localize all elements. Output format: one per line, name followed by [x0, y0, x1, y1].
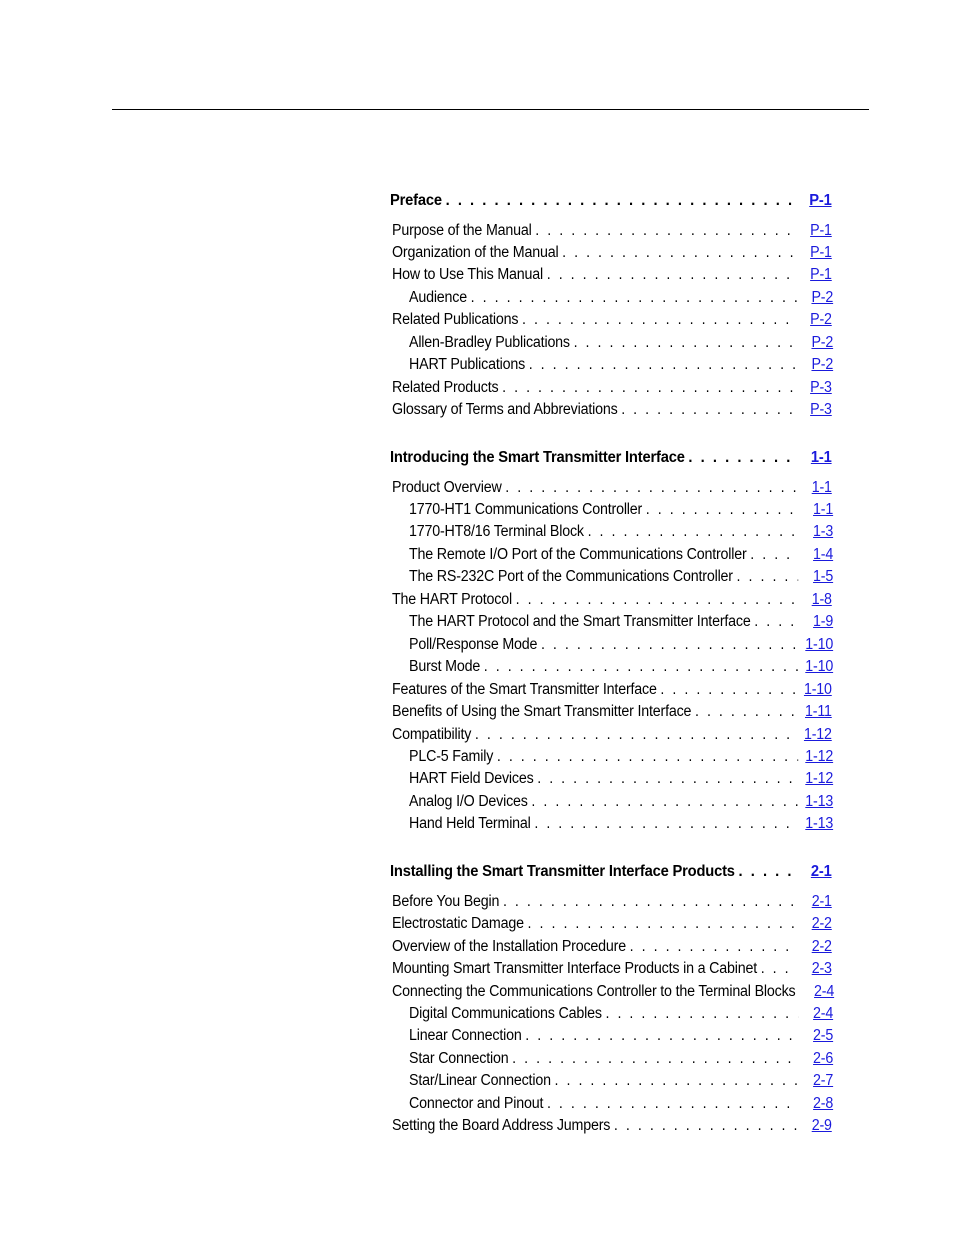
toc-page-link[interactable]: 1-11 [805, 703, 832, 721]
dot-leader [535, 221, 796, 241]
toc-entry-title: Analog I/O Devices [409, 792, 528, 810]
toc-entry-title: 1770-HT8/16 Terminal Block [409, 523, 584, 541]
toc-entry-title: How to Use This Manual [392, 266, 544, 284]
dot-leader [588, 522, 799, 542]
toc-entry [392, 400, 832, 420]
dot-leader [562, 243, 797, 263]
toc-page-link[interactable]: 2-7 [813, 1072, 834, 1090]
toc-entry [409, 814, 833, 834]
toc-entry-title: Burst Mode [409, 658, 481, 676]
toc-page-link[interactable]: 2-9 [811, 1117, 832, 1135]
toc-entry-title: HART Field Devices [409, 770, 534, 788]
dot-leader [574, 333, 799, 353]
dot-leader [605, 1004, 798, 1024]
dot-leader [475, 725, 797, 745]
toc-page-link[interactable]: 2-5 [813, 1027, 834, 1045]
toc-entry-title: Connector and Pinout [409, 1094, 544, 1112]
toc-entry [409, 657, 833, 677]
toc-page-link[interactable]: 2-1 [811, 892, 832, 910]
toc-entry-title: Hand Held Terminal [409, 815, 531, 833]
toc-page-link[interactable]: P-2 [811, 333, 834, 351]
toc-entry [409, 792, 833, 812]
toc-entry [392, 265, 832, 285]
toc-page-link[interactable]: 1-12 [805, 747, 834, 765]
dot-leader [761, 959, 797, 979]
toc-page-link[interactable]: P-2 [811, 356, 834, 374]
toc-page-link[interactable]: 1-4 [813, 545, 834, 563]
dot-leader [512, 1049, 798, 1069]
toc-entry [409, 500, 833, 520]
toc-entry-title: Glossary of Terms and Abbreviations [392, 401, 618, 419]
dot-leader [471, 288, 798, 308]
toc-entry-title: Product Overview [392, 478, 502, 496]
dot-leader [630, 937, 797, 957]
toc-page-link[interactable]: 2-8 [813, 1094, 834, 1112]
toc-entry [409, 567, 833, 587]
toc-entry-title: Installing the Smart Transmitter Interface Products [390, 863, 735, 881]
dot-leader [528, 914, 797, 934]
dot-leader [446, 191, 797, 211]
toc-page-link[interactable]: P-1 [810, 243, 832, 261]
dot-leader [534, 814, 798, 834]
toc-page-link[interactable]: P-1 [810, 266, 832, 284]
toc-entry-title: The HART Protocol [392, 590, 512, 608]
toc-entry-title: HART Publications [409, 356, 526, 374]
toc-entry [392, 702, 832, 722]
toc-entry-title: Connecting the Communications Controller to the Terminal Blocks [392, 982, 796, 1000]
toc-page-link[interactable]: 1-12 [803, 725, 832, 743]
dot-leader [555, 1071, 799, 1091]
toc-entry-title: Audience [409, 288, 468, 306]
dot-leader [754, 612, 798, 632]
toc-chapter [390, 191, 832, 211]
toc-page-link[interactable]: 2-1 [810, 863, 832, 881]
dot-leader [695, 702, 797, 722]
dot-leader [516, 590, 797, 610]
toc-entry [392, 378, 832, 398]
toc-page-link[interactable]: 2-6 [813, 1049, 834, 1067]
toc-page-link[interactable]: 1-10 [803, 680, 832, 698]
toc-page-link[interactable]: 1-8 [811, 590, 832, 608]
dot-leader [750, 545, 798, 565]
toc-entry-title: Digital Communications Cables [409, 1005, 602, 1022]
toc-entry-title: Related Publications [392, 311, 519, 329]
header-rule [112, 109, 869, 110]
dot-leader [547, 265, 797, 285]
toc-entry-title: Introducing the Smart Transmitter Interface [390, 449, 685, 467]
toc-entry-title: The RS-232C Port of the Communications Controller [409, 568, 733, 586]
dot-leader [541, 635, 798, 655]
dot-leader [646, 500, 798, 520]
toc-entry-title: Features of the Smart Transmitter Interface [392, 680, 657, 698]
toc-entry [392, 478, 832, 498]
toc-page-link[interactable]: P-1 [809, 192, 832, 209]
dot-leader [531, 792, 798, 812]
toc-entry [392, 725, 832, 745]
dot-leader [529, 355, 798, 375]
toc-page-link[interactable]: 1-13 [805, 792, 834, 810]
toc-entry [409, 769, 833, 789]
dot-leader [503, 892, 797, 912]
dot-leader [660, 680, 796, 700]
toc-entry [392, 892, 832, 912]
toc-page-link[interactable]: 1-1 [811, 478, 832, 496]
toc-entry-title: The HART Protocol and the Smart Transmitter Interface [409, 613, 751, 631]
toc-entry-title: 1770-HT1 Communications Controller [409, 501, 643, 518]
toc-page-link[interactable]: 1-5 [813, 568, 834, 586]
dot-leader [738, 862, 796, 882]
toc-entry-title: The Remote I/O Port of the Communications Controller [409, 545, 747, 563]
toc-entry-title: Linear Connection [409, 1027, 522, 1045]
toc-entry-title: Electrostatic Damage [392, 915, 524, 933]
dot-leader [688, 448, 796, 468]
toc-entry [409, 522, 833, 542]
toc-chapter [390, 862, 832, 882]
dot-leader [497, 747, 798, 767]
toc-entry-title: Mounting Smart Transmitter Interface Products in a Cabinet [392, 960, 758, 978]
toc-page-link[interactable]: P-2 [811, 288, 834, 306]
dot-leader [484, 657, 798, 677]
toc-entry [392, 959, 832, 979]
toc-entry [392, 310, 832, 330]
toc-page-link[interactable]: 1-12 [805, 770, 834, 788]
toc-entry-title: Organization of the Manual [392, 243, 559, 261]
toc-entry [409, 1071, 833, 1091]
toc-entry-title: Purpose of the Manual [392, 221, 532, 239]
toc-page-link[interactable]: P-1 [810, 221, 832, 239]
toc-entry-title: Compatibility [392, 725, 472, 743]
toc-entry-title: Preface [390, 192, 442, 209]
toc-entry [392, 1116, 832, 1136]
toc-entry [409, 747, 833, 767]
toc-entry [392, 982, 835, 1002]
toc-entry [409, 635, 833, 655]
dot-leader [522, 310, 797, 330]
toc-entry [409, 1094, 833, 1114]
toc-page-link[interactable]: 2-4 [814, 982, 835, 1000]
toc-entry-title: Before You Begin [392, 892, 500, 910]
dot-leader [525, 1026, 798, 1046]
toc-page-link[interactable]: 1-13 [805, 815, 834, 833]
dot-leader [502, 378, 797, 398]
dot-leader [614, 1116, 797, 1136]
toc-entry-title: Star Connection [409, 1049, 509, 1067]
toc-page-link[interactable]: P-2 [810, 311, 832, 329]
toc-page-link[interactable]: P-3 [810, 401, 832, 419]
toc-entry [409, 288, 833, 308]
toc-chapter [390, 448, 832, 468]
toc-entry [392, 221, 832, 241]
toc-entry-title: Star/Linear Connection [409, 1072, 551, 1090]
toc-page-link[interactable]: 1-10 [805, 635, 834, 653]
toc-page-link[interactable]: 1-9 [813, 613, 834, 631]
toc-page-link[interactable]: 2-2 [811, 915, 832, 933]
toc-page-link[interactable]: P-3 [810, 378, 832, 396]
toc-entry-title: Benefits of Using the Smart Transmitter Interface [392, 703, 692, 721]
dot-leader [547, 1094, 798, 1114]
toc-page-link[interactable]: 1-1 [813, 501, 834, 518]
toc-page-link[interactable]: 1-10 [805, 658, 834, 676]
toc-entry-title: Related Products [392, 378, 499, 396]
toc-page-link[interactable]: 1-1 [810, 449, 832, 467]
toc-entry [409, 612, 833, 632]
toc-entry [409, 1004, 833, 1024]
toc-entry-title: PLC-5 Family [409, 747, 494, 765]
toc-entry-title: Setting the Board Address Jumpers [392, 1117, 611, 1135]
toc-page-link[interactable]: 2-3 [811, 960, 832, 978]
toc-page-link[interactable]: 2-4 [813, 1005, 834, 1022]
toc-entry-title: Allen-Bradley Publications [409, 333, 570, 351]
dot-leader [537, 769, 798, 789]
toc-entry [392, 680, 832, 700]
toc-entry [409, 333, 833, 353]
toc-entry-title: Overview of the Installation Procedure [392, 937, 626, 955]
toc-entry [392, 590, 832, 610]
toc-entry [392, 937, 832, 957]
dot-leader [505, 478, 797, 498]
toc-entry-title: Poll/Response Mode [409, 635, 538, 653]
toc-entry [392, 914, 832, 934]
toc-page-link[interactable]: 1-3 [813, 523, 834, 541]
toc-entry [409, 355, 833, 375]
dot-leader [737, 567, 799, 587]
toc-entry [409, 1049, 833, 1069]
toc-entry [409, 545, 833, 565]
toc-page-link[interactable]: 2-2 [811, 937, 832, 955]
toc-entry [409, 1026, 833, 1046]
dot-leader [621, 400, 797, 420]
toc-entry [392, 243, 832, 263]
